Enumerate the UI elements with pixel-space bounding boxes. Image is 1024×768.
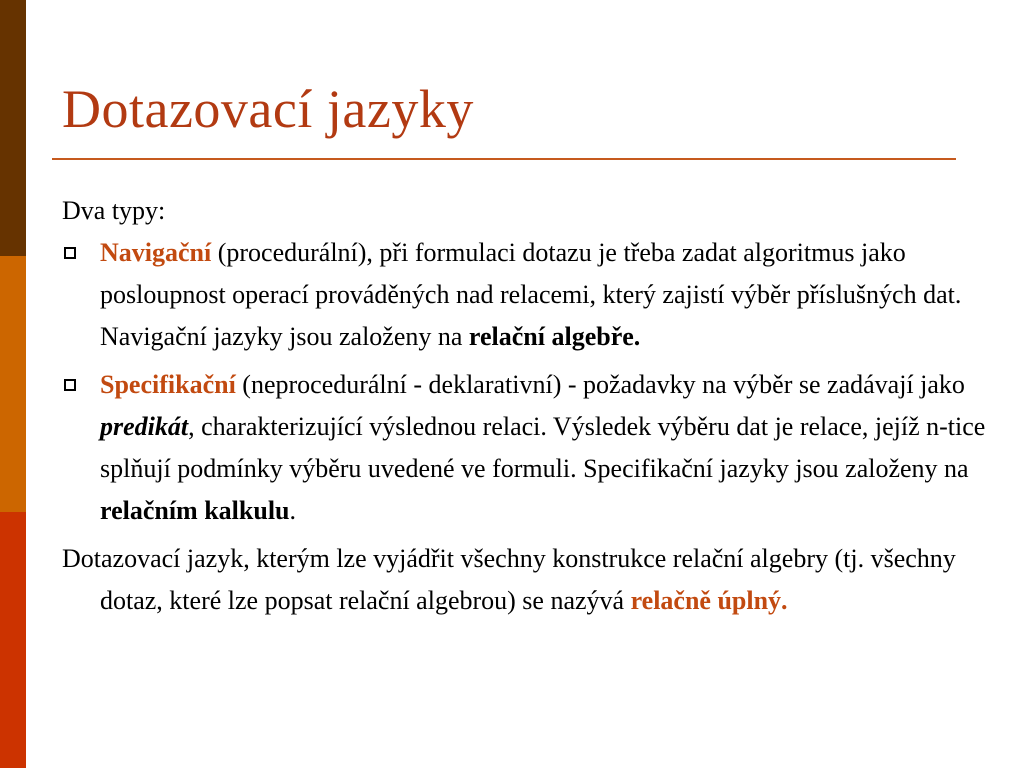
bullet-term: Navigační [100,238,212,267]
square-bullet-icon [64,247,76,259]
bullet-text: (procedurální), při formulaci dotazu je třeba zadat algoritmus jako posloupnost operací prováděných nad relacemi, který zajistí výběr příslušných dat. Navigační jazyky jsou založeny na [100,238,962,351]
intro-text: Dva typy: [62,196,166,225]
bullet-text-continued: , charakterizující výslednou relaci. Výsledek výběru dat je relace, jejíž n-tice splňují podmínky výběru uvedené ve formuli. Specifikační jazyky jsou založeny na [100,412,986,483]
side-stripe-middle [0,256,26,512]
closing-text: Dotazovací jazyk, kterým lze vyjádřit všechny konstrukce relační algebry (tj. všechny dotaz, které lze popsat relační algebrou) se nazývá [62,544,956,615]
bullet-navigacni [62,232,1022,358]
square-bullet-icon [64,379,76,391]
closing-accent: relačně úplný. [630,586,788,615]
side-stripe-top [0,0,26,256]
bullet-bold-text: relační algebře. [468,322,641,351]
bullet-specifikacni [62,364,1022,532]
bullet-text-end: . [289,496,297,525]
bullet-text: (neprocedurální - deklarativní) - požadavky na výběr se zadávají jako [235,370,965,399]
title-divider [52,158,956,160]
bullet-bold-text: relačním kalkulu [100,496,290,525]
slide-title: Dotazovací jazyky [62,79,474,139]
bullet-italic-bold-text: predikát [100,412,189,441]
slide-body [62,190,1022,622]
side-stripe-bottom [0,512,26,768]
closing-paragraph [62,538,1022,622]
bullet-term: Specifikační [100,370,236,399]
